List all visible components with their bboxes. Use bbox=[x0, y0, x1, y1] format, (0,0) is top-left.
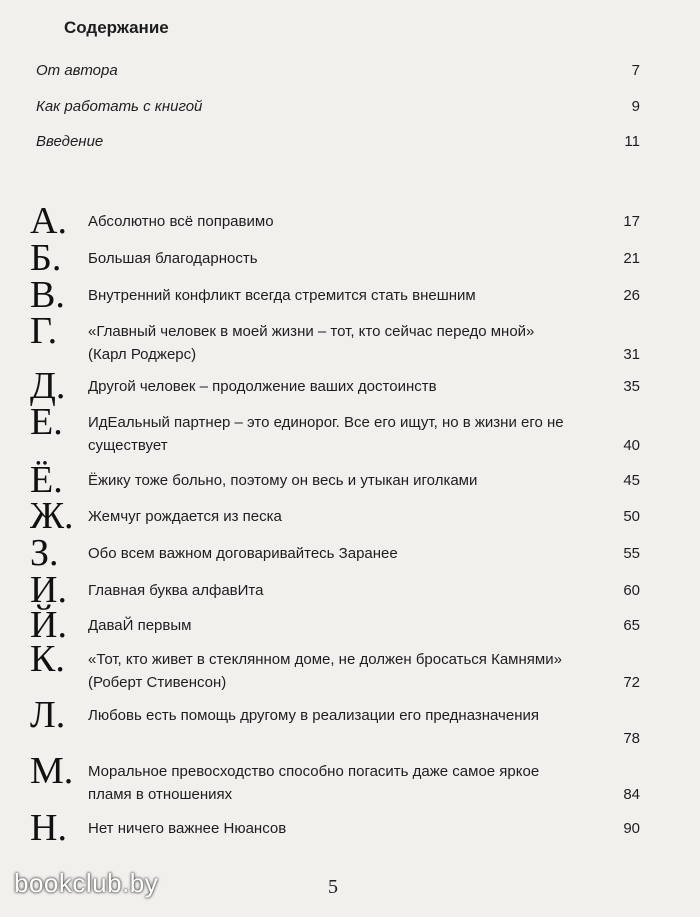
entry-page: 50 bbox=[623, 508, 640, 525]
entry-title: Моральное превосходство способно погасить даже самое яркое пламя в отношениях bbox=[88, 763, 540, 803]
entry-page: 84 bbox=[623, 786, 640, 803]
entry-page: 55 bbox=[623, 545, 640, 562]
entry-page: 72 bbox=[623, 674, 640, 691]
entry-title: «Тот, кто живет в стеклянном доме, не должен бросаться Камнями» (Роберт Стивенсон) bbox=[88, 651, 562, 691]
entry-letter: А. bbox=[30, 200, 67, 242]
toc-intro-item bbox=[36, 133, 640, 150]
toc-intro-page: 9 bbox=[631, 98, 640, 115]
entry-title: Любовь есть помощь другому в реализации его предназначения bbox=[88, 707, 540, 724]
entry-letter: Е. bbox=[30, 401, 63, 443]
entry-letter: Д. bbox=[30, 365, 66, 407]
toc-intro-title: Как работать с книгой bbox=[36, 98, 203, 115]
entry-page: 45 bbox=[623, 472, 640, 489]
entry-title: Внутренний конфликт всегда стремится стать внешним bbox=[88, 287, 476, 304]
entry-letter: Б. bbox=[30, 237, 62, 279]
entry-title: Жемчуг рождается из песка bbox=[88, 508, 282, 525]
toc-intro-title: От автора bbox=[36, 62, 118, 79]
entry-page: 21 bbox=[623, 250, 640, 267]
entry-letter: М. bbox=[30, 750, 74, 792]
entry-title: Большая благодарность bbox=[88, 250, 258, 267]
entry-letter: В. bbox=[30, 274, 65, 316]
entry-letter: Г. bbox=[30, 310, 58, 352]
entry-title: ДаваЙ первым bbox=[88, 617, 192, 634]
entry-page: 31 bbox=[623, 346, 640, 363]
page-number: 5 bbox=[328, 876, 338, 898]
entry-title: ИдЕальный партнер – это единорог. Все его ищут, но в жизни его не существует bbox=[88, 414, 564, 454]
toc-intro-item bbox=[36, 62, 640, 79]
entry-page: 90 bbox=[623, 820, 640, 837]
toc-intro-title: Введение bbox=[36, 133, 104, 150]
entry-title: Ёжику тоже больно, поэтому он весь и утыкан иголками bbox=[88, 472, 478, 489]
entry-title: Нет ничего важнее Нюансов bbox=[88, 820, 287, 837]
entry-title: Обо всем важном договаривайтесь Заранее bbox=[88, 545, 398, 562]
toc-intro-item bbox=[36, 98, 640, 115]
entry-letter: Й. bbox=[30, 604, 67, 646]
entry-page: 78 bbox=[623, 730, 640, 747]
entry-letter: З. bbox=[30, 532, 59, 574]
entry-letter: К. bbox=[30, 638, 65, 680]
toc-heading: Содержание bbox=[64, 18, 169, 37]
toc-intro-page: 7 bbox=[631, 62, 640, 79]
entry-page: 60 bbox=[623, 582, 640, 599]
watermark: bookclub.by bbox=[14, 868, 159, 898]
toc-intro-page: 11 bbox=[624, 133, 640, 150]
entry-letter: Н. bbox=[30, 807, 67, 849]
entry-letter: Л. bbox=[30, 694, 66, 736]
entry-title: Абсолютно всё поправимо bbox=[88, 213, 274, 230]
entry-page: 35 bbox=[623, 378, 640, 395]
entry-title: Другой человек – продолжение ваших достоинств bbox=[88, 378, 437, 395]
entry-letter: Ё. bbox=[30, 459, 63, 501]
entry-title: Главная буква алфавИта bbox=[88, 582, 264, 599]
entry-title: «Главный человек в моей жизни – тот, кто сейчас передо мной» (Карл Роджерс) bbox=[88, 323, 535, 363]
entry-page: 65 bbox=[623, 617, 640, 634]
entry-page: 17 bbox=[623, 213, 640, 230]
entry-page: 40 bbox=[623, 437, 640, 454]
entry-page: 26 bbox=[623, 287, 640, 304]
entry-letter: И. bbox=[30, 569, 67, 611]
entry-letter: Ж. bbox=[30, 495, 74, 537]
